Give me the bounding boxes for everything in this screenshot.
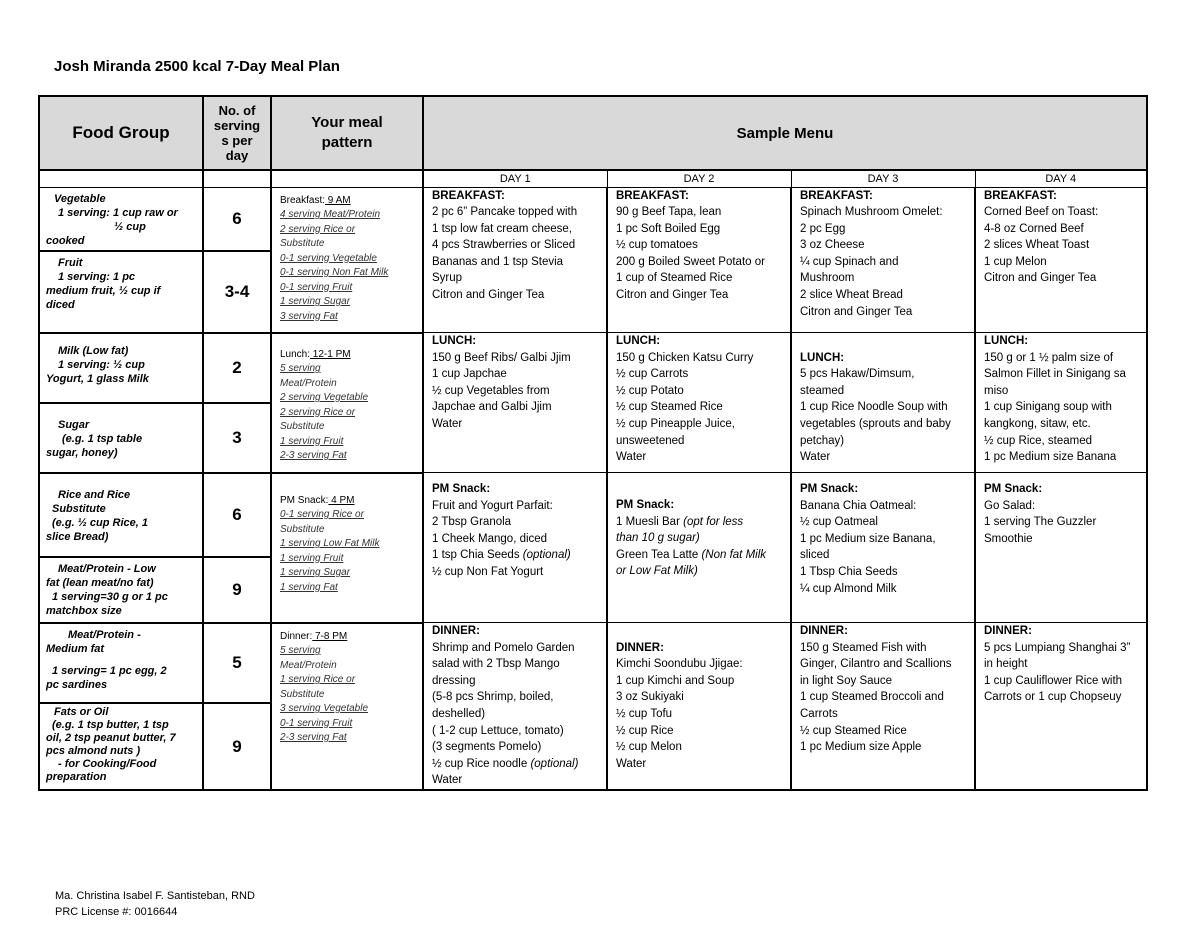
servings-fruit: 3-4: [203, 251, 271, 333]
license-number: PRC License #: 0016644: [55, 906, 178, 918]
day-4-header: DAY 4: [975, 170, 1147, 187]
food-group-rice: Rice and Rice Substitute (e.g. ½ cup Rice, 1 slice Bread): [39, 473, 203, 557]
footer: [55, 888, 255, 920]
day-3-header: DAY 3: [791, 170, 975, 187]
header-meal-pattern: Your meal pattern: [271, 96, 423, 170]
servings-milk: 2: [203, 333, 271, 403]
day-4-dinner: DINNER: 5 pcs Lumpiang Shanghai 3” in height 1 cup Cauliflower Rice with Carrots or 1 cup Chopseuy: [975, 623, 1147, 790]
meal-plan-table: [38, 95, 1148, 791]
header-sample-menu: Sample Menu: [423, 96, 1147, 170]
food-group-meat-medium-fat: Meat/Protein - Medium fat 1 serving= 1 pc egg, 2 pc sardines: [39, 623, 203, 704]
day-1-dinner: DINNER: Shrimp and Pomelo Garden salad with 2 Tbsp Mango dressing (5-8 pcs Shrimp, boiled, deshelled) ( 1-2 cup Lettuce, tomato) (3 segments Pomelo) ½ cup Rice noodle (optional) Water: [423, 623, 607, 790]
day-2-dinner: DINNER: Kimchi Soondubu Jjigae: 1 cup Kimchi and Soup 3 oz Sukiyaki ½ cup Tofu ½ cup Rice ½ cup Melon Water: [607, 623, 791, 790]
header-food-group: Food Group: [39, 96, 203, 170]
servings-sugar: 3: [203, 403, 271, 473]
day-4-pm-snack: PM Snack: Go Salad: 1 serving The Guzzler Smoothie: [975, 473, 1147, 623]
pattern-breakfast: Breakfast: 9 AM 4 serving Meat/Protein 2 serving Rice or Substitute 0-1 serving Vegetable 0-1 serving Non Fat Milk 0-1 serving Fruit 1 serving Sugar 3 serving Fat: [271, 187, 423, 333]
day-3-lunch: LUNCH: 5 pcs Hakaw/Dimsum, steamed 1 cup Rice Noodle Soup with vegetables (sprouts and baby petchay) Water: [791, 333, 975, 473]
day-4-lunch: LUNCH: 150 g or 1 ½ palm size of Salmon Fillet in Sinigang sa miso 1 cup Sinigang soup with kangkong, sitaw, etc. ½ cup Rice, steamed 1 pc Medium size Banana: [975, 333, 1147, 473]
food-group-sugar: Sugar (e.g. 1 tsp table sugar, honey): [39, 403, 203, 473]
pattern-pm-snack: PM Snack: 4 PM 0-1 serving Rice or Substitute 1 serving Low Fat Milk 1 serving Fruit 1 serving Sugar 1 serving Fat: [271, 473, 423, 623]
day-2-header: DAY 2: [607, 170, 791, 187]
day-4-breakfast: BREAKFAST: Corned Beef on Toast: 4-8 oz Corned Beef 2 slices Wheat Toast 1 cup Melon Citron and Ginger Tea: [975, 187, 1147, 333]
header-servings: No. of serving s per day: [203, 96, 271, 170]
day-1-breakfast: BREAKFAST: 2 pc 6” Pancake topped with 1 tsp low fat cream cheese, 4 pcs Strawberries or Sliced Bananas and 1 tsp Stevia Syrup Citron and Ginger Tea: [423, 187, 607, 333]
dietitian-name: Ma. Christina Isabel F. Santisteban, RND: [55, 890, 255, 902]
page-title: Josh Miranda 2500 kcal 7-Day Meal Plan: [54, 58, 340, 75]
food-group-meat-low-fat: Meat/Protein - Low fat (lean meat/no fat) 1 serving=30 g or 1 pc matchbox size: [39, 557, 203, 623]
servings-vegetable: 6: [203, 187, 271, 251]
day-2-pm-snack: PM Snack: 1 Muesli Bar (opt for less than 10 g sugar) Green Tea Latte (Non fat Milk or Low Fat Milk): [607, 473, 791, 623]
day-3-pm-snack: PM Snack: Banana Chia Oatmeal: ½ cup Oatmeal 1 pc Medium size Banana, sliced 1 Tbsp Chia Seeds ¼ cup Almond Milk: [791, 473, 975, 623]
pattern-dinner: Dinner: 7-8 PM 5 serving Meat/Protein 1 serving Rice or Substitute 3 serving Vegetable 0-1 serving Fruit 2-3 serving Fat: [271, 623, 423, 790]
day-3-breakfast: BREAKFAST: Spinach Mushroom Omelet: 2 pc Egg 3 oz Cheese ¼ cup Spinach and Mushroom 2 slice Wheat Bread Citron and Ginger Tea: [791, 187, 975, 333]
servings-meat-medium-fat: 5: [203, 623, 271, 704]
day-2-breakfast: BREAKFAST: 90 g Beef Tapa, lean 1 pc Soft Boiled Egg ½ cup tomatoes 200 g Boiled Sweet Potato or 1 cup of Steamed Rice Citron and Ginger Tea: [607, 187, 791, 333]
day-2-lunch: LUNCH: 150 g Chicken Katsu Curry ½ cup Carrots ½ cup Potato ½ cup Steamed Rice ½ cup Pineapple Juice, unsweetened Water: [607, 333, 791, 473]
food-group-fruit: Fruit 1 serving: 1 pc medium fruit, ½ cup if diced: [39, 251, 203, 333]
day-1-pm-snack: PM Snack: Fruit and Yogurt Parfait: 2 Tbsp Granola 1 Cheek Mango, diced 1 tsp Chia Seeds (optional) ½ cup Non Fat Yogurt: [423, 473, 607, 623]
servings-rice: 6: [203, 473, 271, 557]
servings-fats: 9: [203, 703, 271, 790]
day-1-header: DAY 1: [423, 170, 607, 187]
food-group-vegetable: Vegetable 1 serving: 1 cup raw or ½ cup cooked: [39, 187, 203, 251]
food-group-fats: Fats or Oil (e.g. 1 tsp butter, 1 tsp oil, 2 tsp peanut butter, 7 pcs almond nuts ) - for Cooking/Food preparation: [39, 703, 203, 790]
pattern-lunch: Lunch: 12-1 PM 5 serving Meat/Protein 2 serving Vegetable 2 serving Rice or Substitute 1 serving Fruit 2-3 serving Fat: [271, 333, 423, 473]
day-1-lunch: LUNCH: 150 g Beef Ribs/ Galbi Jjim 1 cup Japchae ½ cup Vegetables from Japchae and Galbi Jjim Water: [423, 333, 607, 473]
day-3-dinner: DINNER: 150 g Steamed Fish with Ginger, Cilantro and Scallions in light Soy Sauce 1 cup Steamed Broccoli and Carrots ½ cup Steamed Rice 1 pc Medium size Apple: [791, 623, 975, 790]
food-group-milk: Milk (Low fat) 1 serving: ½ cup Yogurt, 1 glass Milk: [39, 333, 203, 403]
servings-meat-low-fat: 9: [203, 557, 271, 623]
